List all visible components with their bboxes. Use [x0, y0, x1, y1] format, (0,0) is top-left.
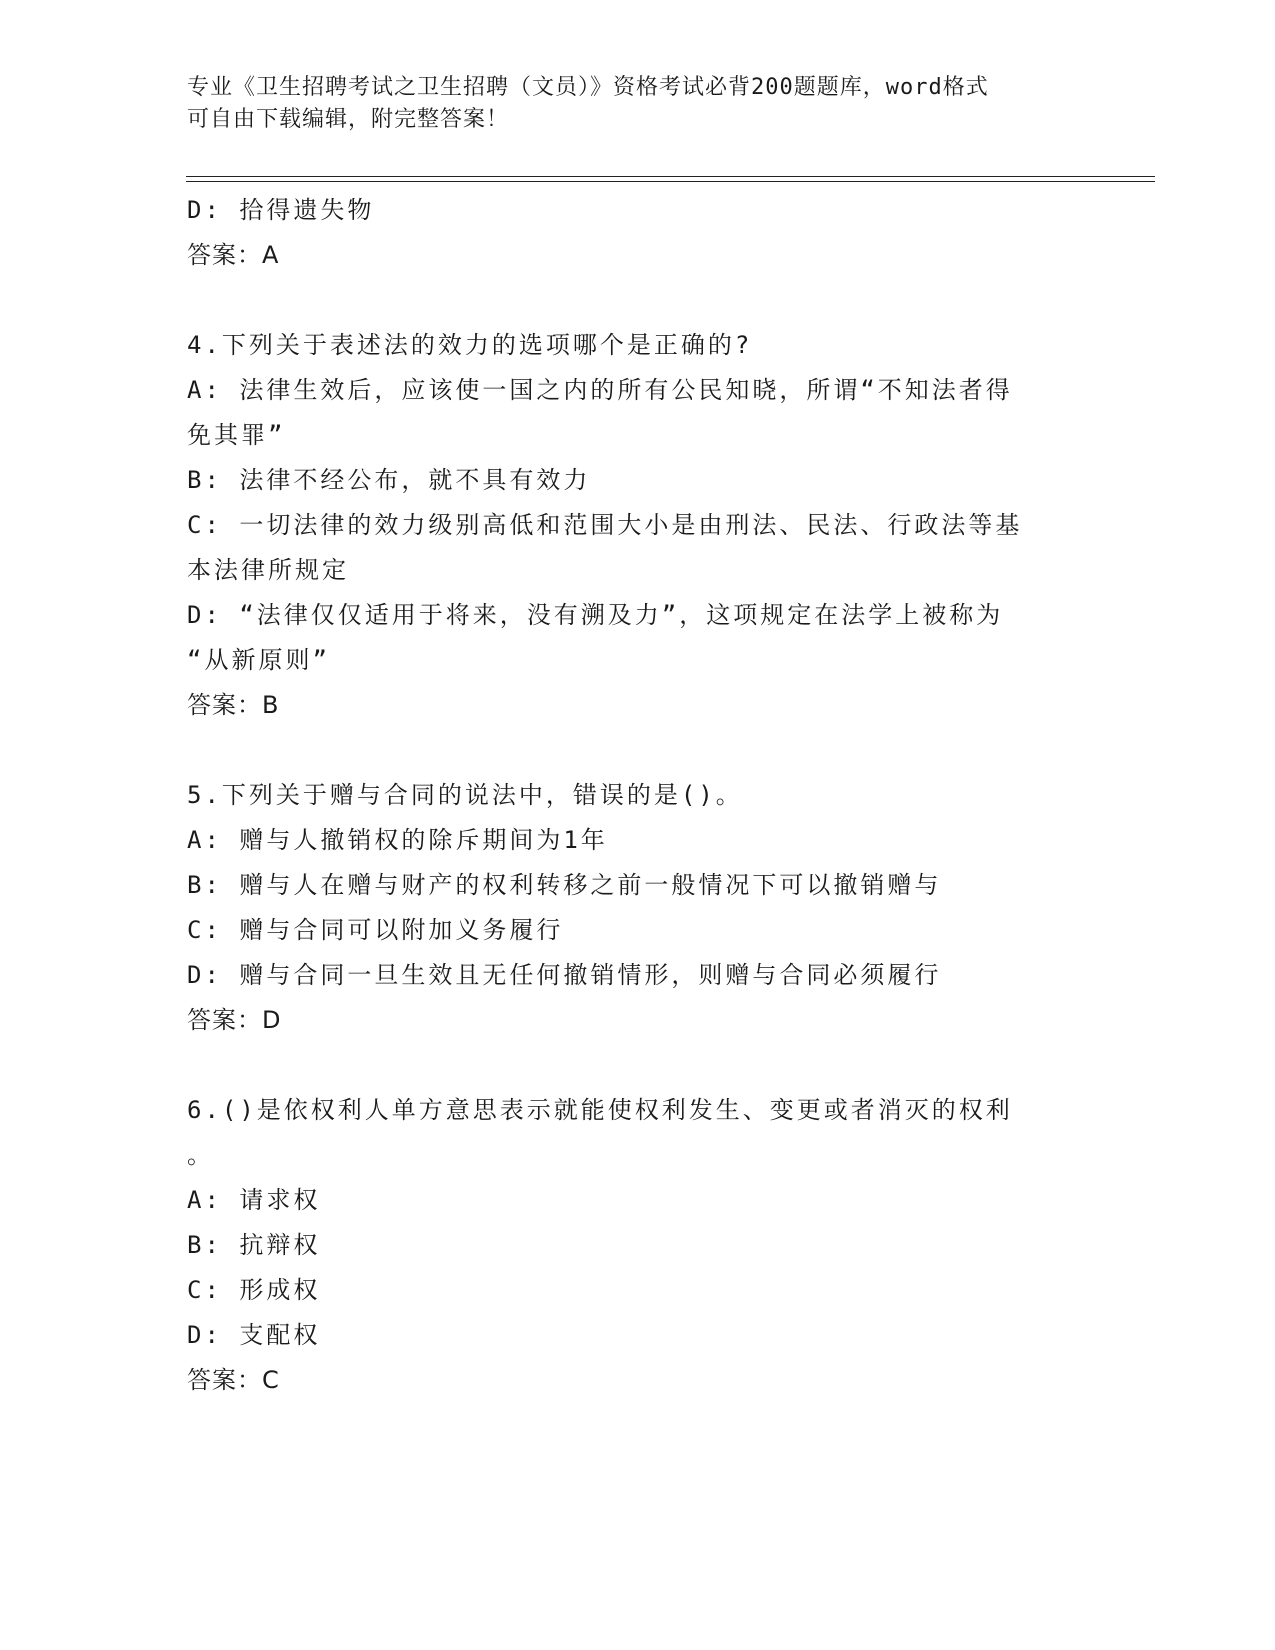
spacer	[187, 1043, 1067, 1088]
question-block-prev	[187, 188, 1067, 278]
option-c: C: 一切法律的效力级别高低和范围大小是由刑法、民法、行政法等基	[187, 511, 1023, 539]
header-divider-top	[186, 176, 1155, 177]
option-c: C: 形成权	[187, 1276, 321, 1304]
option-c: C: 赠与合同可以附加义务履行	[187, 916, 564, 944]
option-d: D: 拾得遗失物	[187, 196, 375, 224]
option-b: B: 法律不经公布，就不具有效力	[187, 466, 591, 494]
option-b: B: 抗辩权	[187, 1231, 321, 1259]
header-title-line-2: 可自由下载编辑，附完整答案！	[187, 107, 510, 132]
header-divider-bottom	[186, 181, 1155, 182]
spacer	[187, 278, 1067, 323]
option-a-continued: 免其罪”	[187, 421, 286, 449]
question-list	[187, 188, 1067, 1403]
option-a: A: 赠与人撤销权的除斥期间为1年	[187, 826, 608, 854]
answer-line: 答案：C	[187, 1366, 280, 1394]
question-block-5	[187, 773, 1067, 1043]
question-block-6	[187, 1088, 1067, 1403]
header-title-line-1: 专业《卫生招聘考试之卫生招聘（文员）》资格考试必背200题题库，word格式	[187, 75, 989, 100]
option-d-continued: “从新原则”	[187, 646, 330, 674]
answer-line: 答案：B	[187, 691, 280, 719]
answer-line: 答案：D	[187, 1006, 282, 1034]
option-d: D: 赠与合同一旦生效且无任何撤销情形，则赠与合同必须履行	[187, 961, 942, 989]
question-stem: 6.()是依权利人单方意思表示就能使权利发生、变更或者消灭的权利	[187, 1096, 1013, 1124]
option-a: A: 法律生效后，应该使一国之内的所有公民知晓，所谓“不知法者得	[187, 376, 1013, 404]
question-stem: 5.下列关于赠与合同的说法中，错误的是()。	[187, 781, 743, 809]
question-stem-continued: 。	[187, 1141, 214, 1169]
question-block-4	[187, 323, 1067, 728]
document-header	[187, 72, 1067, 136]
option-a: A: 请求权	[187, 1186, 321, 1214]
question-stem: 4.下列关于表述法的效力的选项哪个是正确的?	[187, 331, 753, 359]
answer-line: 答案：A	[187, 241, 280, 269]
option-c-continued: 本法律所规定	[187, 556, 349, 584]
spacer	[187, 728, 1067, 773]
option-d: D: 支配权	[187, 1321, 321, 1349]
option-b: B: 赠与人在赠与财产的权利转移之前一般情况下可以撤销赠与	[187, 871, 942, 899]
option-d: D: “法律仅仅适用于将来，没有溯及力”，这项规定在法学上被称为	[187, 601, 1004, 629]
